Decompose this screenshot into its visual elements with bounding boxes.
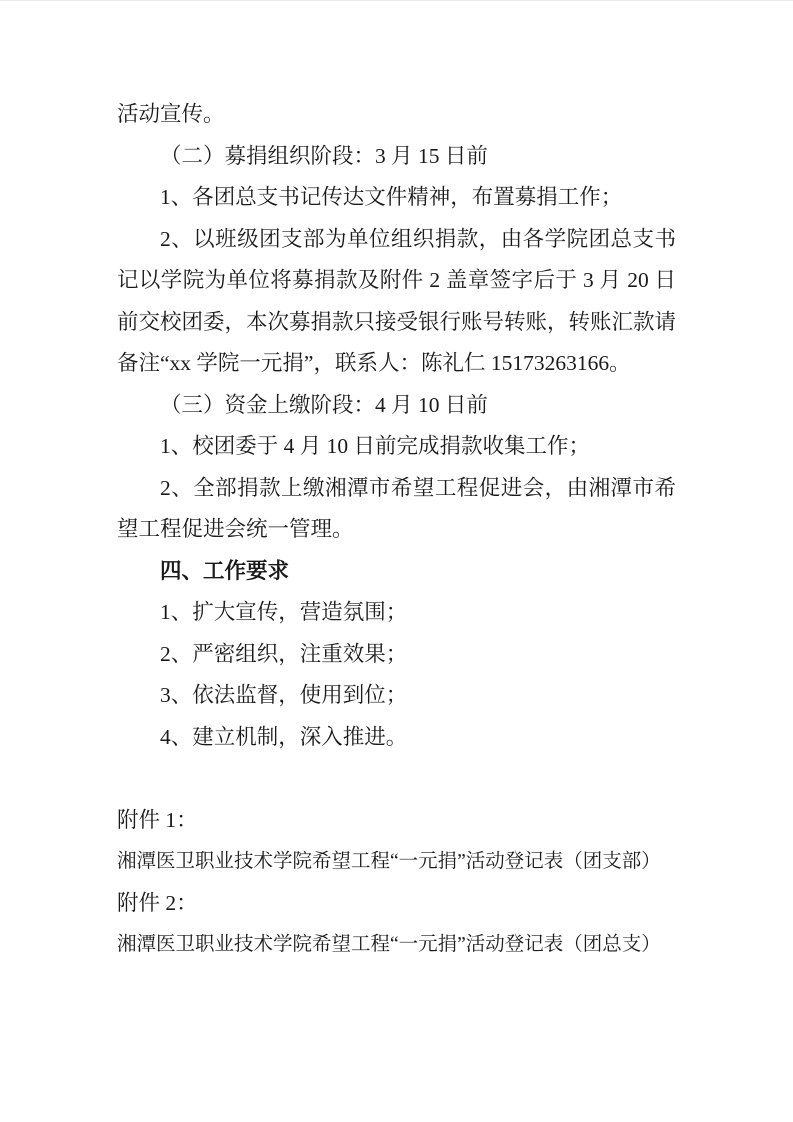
requirement-item-3: 3、依法监督，使用到位； [160, 683, 408, 707]
section-2-heading: （二）募捐组织阶段：3 月 15 日前 [160, 143, 488, 168]
attachment-2-label: 附件 2： [117, 890, 198, 915]
section-4-heading: 四、工作要求 [160, 558, 290, 583]
section-3-item-2: 2、全部捐款上缴湘潭市希望工程促进会，由湘潭市希望工程促进会统一管理。 [117, 475, 676, 541]
blank-line [117, 758, 676, 800]
attachment-2-title: 湘潭医卫职业技术学院希望工程“一元捐”活动登记表（团总支） [117, 934, 661, 955]
page-body [0, 1, 793, 966]
section-2-item-1: 1、各团总支书记传达文件精神，布置募捐工作； [160, 185, 623, 209]
requirement-item-2: 2、严密组织，注重效果； [160, 641, 408, 666]
attachment-1-title: 湘潭医卫职业技术学院希望工程“一元捐”活动登记表（团支部） [117, 851, 661, 872]
paragraph-continuation: 活动宣传。 [117, 102, 225, 126]
section-2-item-2: 2、以班级团支部为单位组织捐款，由各学院团总支书记以学院为单位将募捐款及附件 2 盖章签字后于 3 月 20 日前交校团委，本次募捐款只接受银行账号转账，转账汇款请备注“xx 学院一元捐”，联系人：陈礼仁 15173263166。 [117, 226, 677, 375]
requirement-item-1: 1、扩大宣传，营造氛围； [160, 600, 408, 624]
requirement-item-4: 4、建立机制，深入推进。 [160, 724, 408, 749]
section-3-item-1: 1、校团委于 4 月 10 日前完成捐款收集工作； [160, 434, 591, 458]
section-3-heading: （三）资金上缴阶段：4 月 10 日前 [160, 392, 488, 417]
attachment-1-label: 附件 1： [117, 807, 198, 832]
